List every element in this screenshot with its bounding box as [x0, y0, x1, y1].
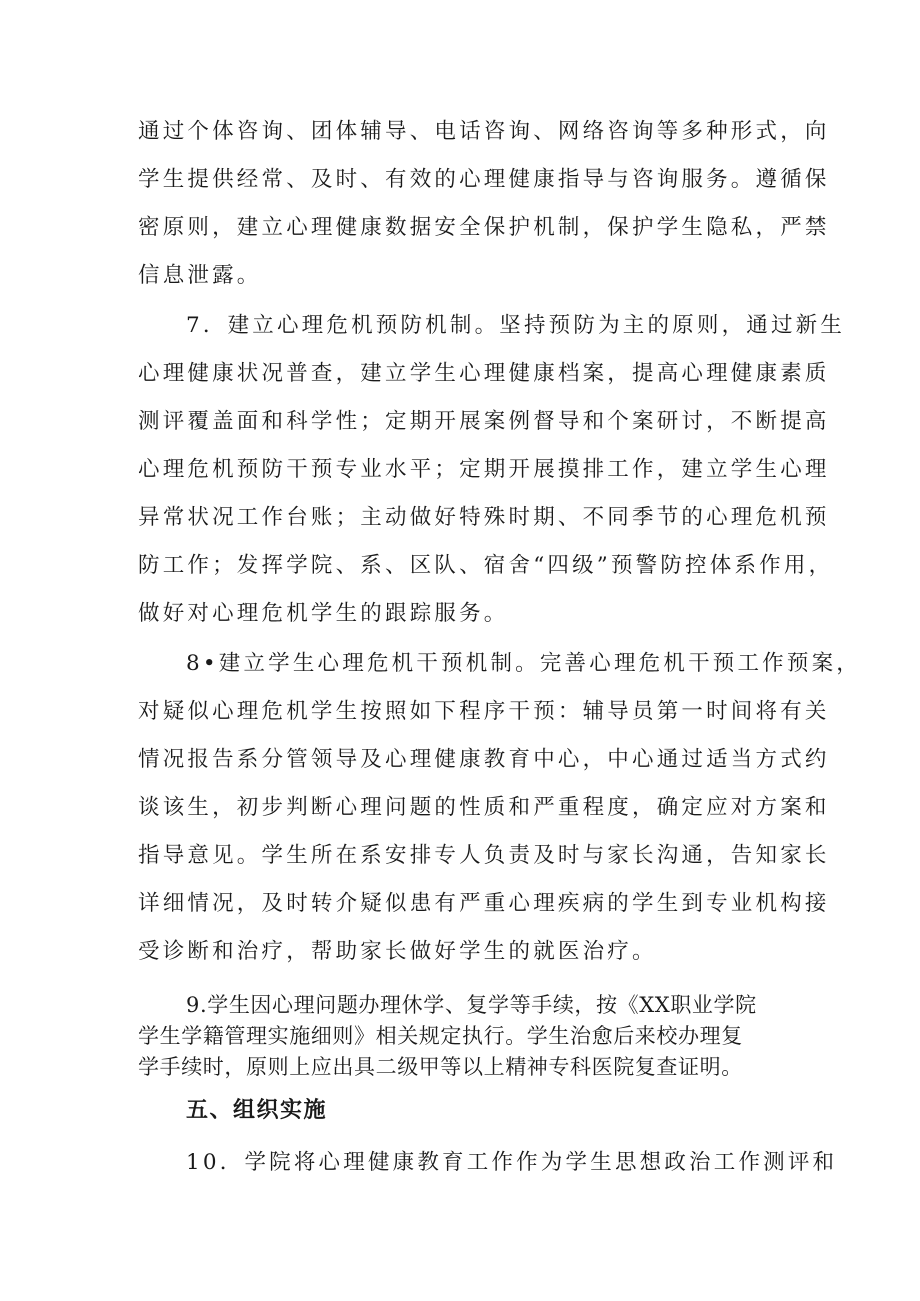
text-line: 谈该生，初步判断心理问题的性质和严重程度，确定应对方案和: [138, 795, 830, 820]
text-line: 对疑似心理危机学生按照如下程序干预：辅导员第一时间将有关: [138, 699, 830, 724]
text-line: 学生提供经常、及时、有效的心理健康指导与咨询服务。遵循保: [138, 167, 830, 192]
text-line: 学生学籍管理实施细则》相关规定执行。学生治愈后来校办理复: [138, 1024, 743, 1048]
text-line: 详细情况，及时转介疑似患有严重心理疾病的学生到专业机构接: [138, 891, 830, 916]
text-line: 信息泄露。: [138, 263, 262, 288]
text-line: 情况报告系分管领导及心理健康教育中心，中心通过适当方式约: [138, 747, 830, 772]
text-line: 指导意见。学生所在系安排专人负责及时与家长沟通，告知家长: [138, 843, 830, 868]
paragraph-7-first-line: 7．建立心理危机预防机制。坚持预防为主的原则，通过新生: [186, 313, 846, 338]
text-line: 受诊断和治疗，帮助家长做好学生的就医治疗。: [138, 939, 657, 964]
text-line: 通过个体咨询、团体辅导、电话咨询、网络咨询等多种形式，向: [138, 119, 830, 144]
text-line: 心理危机预防干预专业水平；定期开展摸排工作，建立学生心理: [138, 457, 830, 482]
text-line: 做好对心理危机学生的跟踪服务。: [138, 601, 509, 626]
paragraph-8-first-line: 8•建立学生心理危机干预机制。完善心理危机干预工作预案，: [186, 651, 861, 676]
text-line: 测评覆盖面和科学性；定期开展案例督导和个案研讨，不断提高: [138, 409, 830, 434]
section-heading: 五、组织实施: [186, 1098, 328, 1123]
paragraph-10-first-line: 10．学院将心理健康教育工作作为学生思想政治工作测评和: [186, 1150, 838, 1175]
paragraph-9-first-line: 9.学生因心理问题办理休学、复学等手续，按《XX职业学院: [186, 993, 757, 1017]
text-line: 心理健康状况普查，建立学生心理健康档案，提高心理健康素质: [138, 361, 830, 386]
text-line: 异常状况工作台账；主动做好特殊时期、不同季节的心理危机预: [138, 505, 830, 530]
text-line: 防工作；发挥学院、系、区队、宿舍“四级”预警防控体系作用，: [138, 553, 834, 578]
text-line: 密原则，建立心理健康数据安全保护机制，保护学生隐私，严禁: [138, 215, 830, 240]
text-line: 学手续时，原则上应出具二级甲等以上精神专科医院复查证明。: [138, 1055, 743, 1079]
